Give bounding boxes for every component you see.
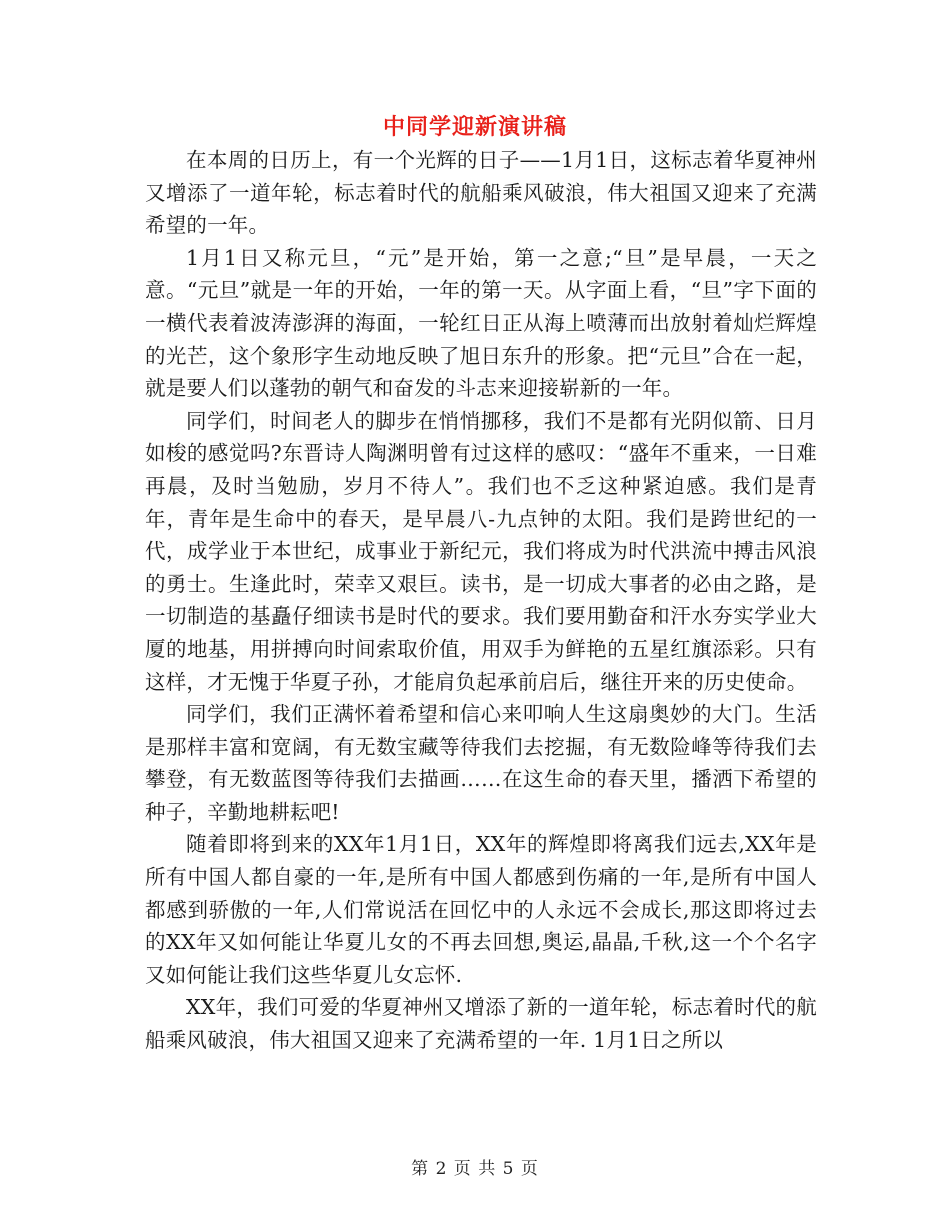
paragraph: 1月1日又称元旦，“元”是开始，第一之意;“旦”是早晨，一天之意。“元旦”就是一年的开始，一年的第一天。从字面上看，“旦”字下面的一横代表着波涛澎湃的海面，一轮红日正从海上喷薄而出放射着灿烂辉煌的光芒，这个象形字生动地反映了旭日东升的形象。把“元旦”合在一起，就是要人们以蓬勃的朝气和奋发的斗志来迎接崭新的一年。 [145, 245, 817, 401]
paragraph: 随着即将到来的XX年1月1日，XX年的辉煌即将离我们远去,XX年是所有中国人都自豪的一年,是所有中国人都感到伤痛的一年,是所有中国人都感到骄傲的一年,人们常说活在回忆中的人永远不会成长,那这即将过去的XX年又如何能让华夏儿女的不再去回想,奥运,晶晶,千秋,这一个个名字又如何能让我们这些华夏儿女忘怀. [145, 832, 817, 987]
document-title: 中同学迎新演讲稿 [382, 115, 567, 140]
page-footer: 第 2 页 共 5 页 [411, 1159, 539, 1179]
document-body [145, 144, 817, 1057]
paragraph: 在本周的日历上，有一个光辉的日子——1月1日，这标志着华夏神州又增添了一道年轮，标志着时代的航船乘风破浪，伟大祖国又迎来了充满希望的一年。 [145, 148, 817, 238]
paragraph: 同学们，时间老人的脚步在悄悄挪移，我们不是都有光阴似箭、日月如梭的感觉吗?东晋诗人陶渊明曾有过这样的感叹：“盛年不重来，一日难再晨，及时当勉励，岁月不待人”。我们也不乏这种紧迫感。我们是青年，青年是生命中的春天，是早晨八-九点钟的太阳。我们是跨世纪的一代，成学业于本世纪，成事业于新纪元，我们将成为时代洪流中搏击风浪的勇士。生逢此时，荣幸又艰巨。读书，是一切成大事者的必由之路，是一切制造的基矗仔细读书是时代的要求。我们要用勤奋和汗水夯实学业大厦的地基，用拼搏向时间索取价值，用双手为鲜艳的五星红旗添彩。只有这样，才无愧于华夏子孙，才能肩负起承前启后，继往开来的历史使命。 [145, 408, 817, 694]
paragraph: 同学们，我们正满怀着希望和信心来叩响人生这扇奥妙的大门。生活是那样丰富和宽阔，有无数宝藏等待我们去挖掘，有无数险峰等待我们去攀登，有无数蓝图等待我们去描画……在这生命的春天里，播洒下希望的种子，辛勤地耕耘吧! [145, 702, 817, 824]
paragraph: XX年，我们可爱的华夏神州又增添了新的一道年轮，标志着时代的航船乘风破浪，伟大祖国又迎来了充满希望的一年. 1月1日之所以 [145, 995, 817, 1053]
